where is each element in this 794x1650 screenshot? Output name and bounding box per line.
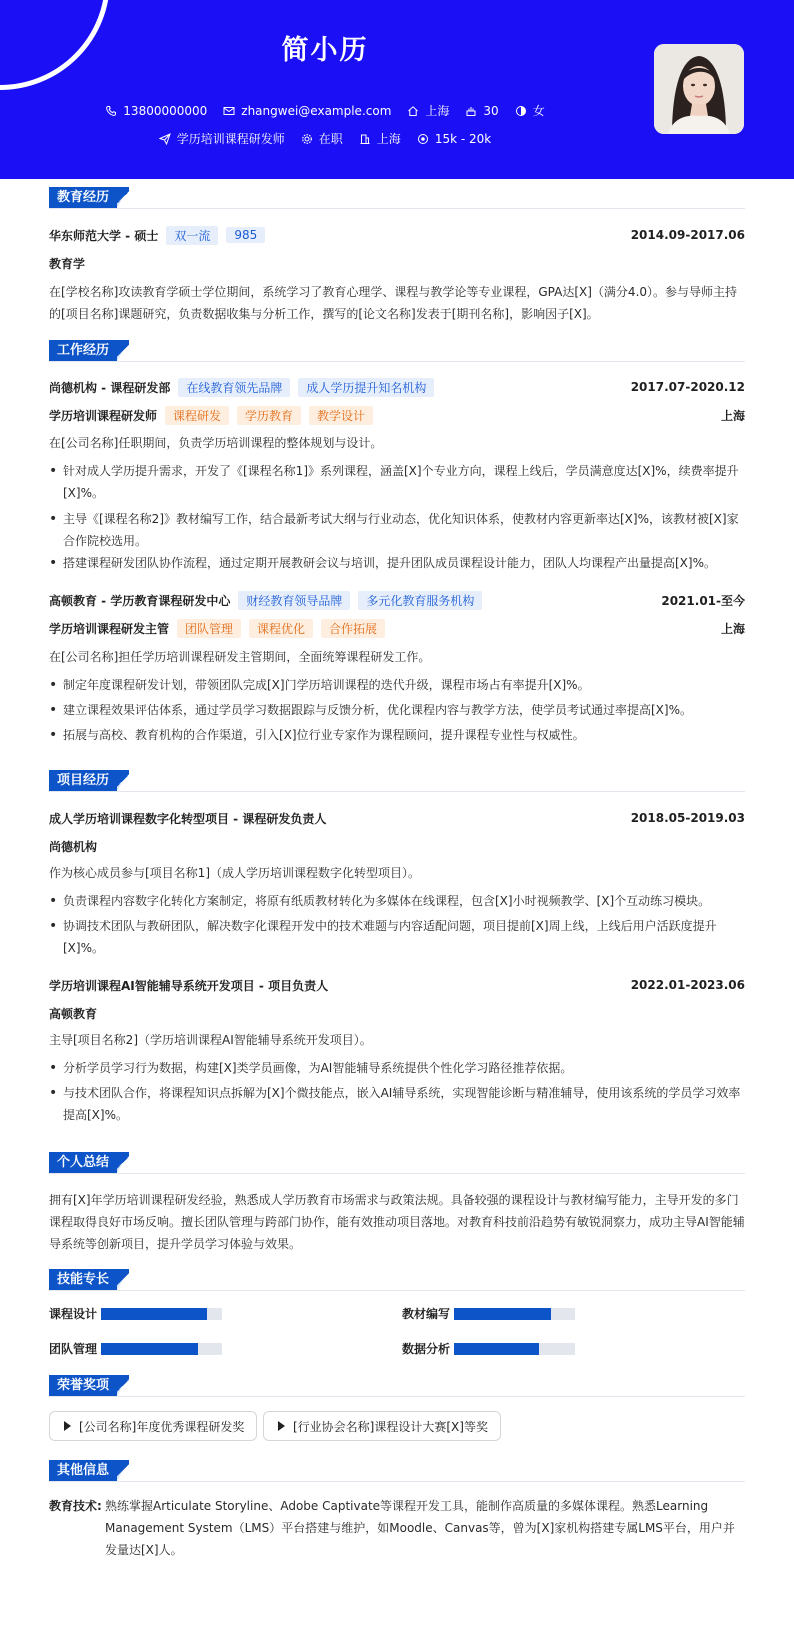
- role-tag: 学历教育: [237, 406, 301, 425]
- play-icon: [278, 1421, 285, 1431]
- education-row: [49, 226, 745, 244]
- target-position-info: [159, 130, 285, 147]
- target-city-info: [359, 130, 401, 147]
- role-tag: 课程优化: [249, 619, 313, 638]
- school-name: 华东师范大学 - 硕士: [49, 228, 159, 243]
- company-name: 高顿教育 - 学历教育课程研发中心: [49, 593, 231, 608]
- skill-name: 数据分析: [402, 1342, 451, 1356]
- resume-header: [0, 0, 794, 179]
- location-text: 上海: [425, 104, 450, 118]
- work-city: 上海: [720, 621, 745, 636]
- location-info: [407, 102, 449, 119]
- avatar: [654, 44, 744, 134]
- target-city-text: 上海: [376, 132, 401, 146]
- skill-bar: [454, 1343, 575, 1355]
- section-title-education: 教育经历: [49, 187, 117, 208]
- skill-bar-fill: [101, 1308, 207, 1320]
- project-title: 学历培训课程AI智能辅导系统开发项目 - 项目负责人: [49, 978, 329, 993]
- work-city: 上海: [720, 408, 745, 423]
- skill-bar: [454, 1308, 575, 1320]
- skill-bar-fill: [101, 1343, 198, 1355]
- skills-section-header: [49, 1269, 745, 1291]
- work-bullet: • 针对成人学历提升需求，开发了《[课程名称1]》系列课程，涵盖[X]个专业方向，课程上线后，学员满意度达[X]%，续费率提升[X]%。: [49, 460, 745, 504]
- company-tag: 多元化教育服务机构: [358, 591, 482, 610]
- work-bullet: • 建立课程效果评估体系，通过学员学习数据跟踪与反馈分析，优化课程内容与教学方法，使学员考试通过率提高[X]%。: [49, 699, 745, 721]
- section-title-skills: 技能专长: [49, 1269, 117, 1290]
- role-title: 学历培训课程研发主管: [49, 621, 170, 636]
- section-title-awards: 荣誉奖项: [49, 1375, 117, 1396]
- cake-icon: [465, 105, 477, 117]
- project-date: 2018.05-2019.03: [630, 811, 745, 825]
- skill-item: [402, 1340, 575, 1357]
- skill-item: [49, 1340, 222, 1357]
- work-company-row: [49, 591, 745, 609]
- project-org: 高顿教育: [49, 1007, 98, 1021]
- company-name: 尚德机构 - 课程研发部: [49, 380, 171, 395]
- phone-info: [105, 102, 207, 119]
- company-tag: 成人学历提升知名机构: [298, 378, 434, 397]
- project-title: 成人学历培训课程数字化转型项目 - 课程研发负责人: [49, 811, 327, 826]
- award-text: [行业协会名称]课程设计大赛[X]等奖: [293, 1419, 488, 1434]
- project-bullet: • 分析学员学习行为数据，构建[X]类学员画像，为AI智能辅导系统提供个性化学习路径推荐依据。: [49, 1057, 745, 1079]
- company-tag: 财经教育领导品牌: [238, 591, 350, 610]
- contact-row: [0, 102, 650, 119]
- project-title-row: [49, 976, 745, 994]
- summary-text: 拥有[X]年学历培训课程研发经验，熟悉成人学历教育市场需求与政策法规。具备较强的课程设计与教材编写能力，主导开发的多门课程取得良好市场反响。擅长团队管理与跨部门协作，能有效推动项目落地。对教育科技前沿趋势有敏锐洞察力，成功主导AI智能辅导系统等创新项目，提升学员学习体验与效果。: [49, 1193, 745, 1251]
- gender-text: 女: [532, 104, 545, 118]
- summary-section-header: [49, 1152, 745, 1174]
- home-icon: [407, 105, 419, 117]
- award-item[interactable]: [263, 1411, 501, 1441]
- other-label: 教育技术:: [49, 1499, 102, 1513]
- other-section-header: [49, 1460, 745, 1482]
- skill-bar-fill: [454, 1343, 539, 1355]
- education-tag: 双一流: [166, 226, 218, 245]
- building-icon: [359, 133, 371, 145]
- other-text: 熟练掌握Articulate Storyline、Adobe Captivate等课程开发工具，能制作高质量的多媒体课程。熟悉Learning Management System（LMS）平台搭建与维护，如Moodle、Canvas等，曾为[X]家机构搭建专属LMS平台，用户并发量达[X]人。: [105, 1499, 735, 1557]
- work-bullet: • 制定年度课程研发计划，带领团队完成[X]门学历培训课程的迭代升级，课程市场占有率提升[X]%。: [49, 674, 745, 696]
- skill-name: 教材编写: [402, 1307, 451, 1321]
- work-bullet: • 拓展与高校、教育机构的合作渠道，引入[X]位行业专家作为课程顾问，提升课程专业性与权威性。: [49, 724, 745, 746]
- work-intro: 在[公司名称]任职期间，负责学历培训课程的整体规划与设计。: [49, 436, 383, 450]
- skill-name: 团队管理: [49, 1342, 98, 1356]
- job-intent-row: [0, 130, 650, 147]
- skill-item: [49, 1305, 222, 1322]
- awards-section-header: [49, 1375, 745, 1397]
- skill-name: 课程设计: [49, 1307, 98, 1321]
- role-tag: 教学设计: [309, 406, 373, 425]
- salary-text: 15k - 20k: [434, 131, 492, 146]
- email-info: [223, 102, 391, 119]
- project-intro: 主导[项目名称2]（学历培训课程AI智能辅导系统开发项目）。: [49, 1033, 372, 1047]
- work-role-row: [49, 619, 745, 637]
- role-tag: 合作拓展: [321, 619, 385, 638]
- section-title-projects: 项目经历: [49, 770, 117, 791]
- education-major: 教育学: [49, 257, 86, 271]
- projects-section-header: [49, 770, 745, 792]
- work-date: 2017.07-2020.12: [630, 380, 745, 394]
- gear-icon: [301, 133, 313, 145]
- project-intro: 作为核心成员参与[项目名称1]（成人学历培训课程数字化转型项目）。: [49, 866, 421, 880]
- work-date: 2021.01-至今: [661, 593, 745, 608]
- role-title: 学历培训课程研发师: [49, 408, 158, 423]
- email-text: zhangwei@example.com: [241, 103, 392, 118]
- section-title-work: 工作经历: [49, 340, 117, 361]
- skill-bar-fill: [454, 1308, 551, 1320]
- salary-info: [417, 130, 491, 147]
- phone-icon: [105, 105, 117, 117]
- project-bullet: • 负责课程内容数字化转化方案制定，将原有纸质教材转化为多媒体在线课程，包含[X]小时视频教学、[X]个互动练习模块。: [49, 890, 745, 912]
- section-title-other: 其他信息: [49, 1460, 117, 1481]
- gender-icon: [515, 105, 527, 117]
- work-bullet: • 主导《[课程名称2]》教材编写工作，结合最新考试大纲与行业动态，优化知识体系，使教材内容更新率达[X]%，该教材被[X]家合作院校选用。: [49, 508, 745, 552]
- skill-bar: [101, 1308, 222, 1320]
- coin-icon: [417, 133, 429, 145]
- work-section-header: [49, 340, 745, 362]
- play-icon: [64, 1421, 71, 1431]
- target-position-text: 学历培训课程研发师: [176, 132, 285, 146]
- age-text: 30: [483, 103, 499, 118]
- project-org: 尚德机构: [49, 840, 98, 854]
- company-tag: 在线教育领先品牌: [178, 378, 290, 397]
- work-intro: 在[公司名称]担任学历培训课程研发主管期间，全面统筹课程研发工作。: [49, 650, 431, 664]
- project-title-row: [49, 809, 745, 827]
- section-title-summary: 个人总结: [49, 1152, 117, 1173]
- skill-item: [402, 1305, 575, 1322]
- age-info: [465, 102, 498, 119]
- education-section-header: [49, 187, 745, 209]
- role-tag: 课程研发: [165, 406, 229, 425]
- portrait-photo: [654, 44, 744, 134]
- candidate-name: 简小历: [281, 35, 369, 66]
- education-date: 2014.09-2017.06: [630, 228, 745, 242]
- work-company-row: [49, 378, 745, 396]
- work-bullet: • 搭建课程研发团队协作流程，通过定期开展教研会议与培训，提升团队成员课程设计能力，团队人均课程产出量提高[X]%。: [49, 552, 745, 574]
- send-icon: [159, 133, 171, 145]
- status-info: [301, 130, 343, 147]
- education-tag: 985: [226, 227, 265, 243]
- award-text: [公司名称]年度优秀课程研发奖: [79, 1419, 245, 1434]
- project-bullet: • 协调技术团队与教研团队，解决数字化课程开发中的技术难题与内容适配问题，项目提前[X]周上线，上线后用户活跃度提升[X]%。: [49, 915, 745, 959]
- mail-icon: [223, 105, 235, 117]
- role-tag: 团队管理: [177, 619, 241, 638]
- phone-text: 13800000000: [123, 103, 208, 118]
- work-role-row: [49, 406, 745, 424]
- gender-info: [515, 102, 545, 119]
- status-text: 在职: [318, 132, 343, 146]
- skill-bar: [101, 1343, 222, 1355]
- education-description: 在[学校名称]攻读教育学硕士学位期间，系统学习了教育心理学、课程与教学论等专业课程，GPA达[X]（满分4.0）。参与导师主持的[项目名称]课题研究，负责数据收集与分析工作，撰写的[论文名称]发表于[期刊名称]，影响因子[X]。: [49, 285, 738, 321]
- project-date: 2022.01-2023.06: [630, 978, 745, 992]
- award-item[interactable]: [49, 1411, 257, 1441]
- project-bullet: • 与技术团队合作，将课程知识点拆解为[X]个微技能点，嵌入AI辅导系统，实现智能诊断与精准辅导，使用该系统的学员学习效率提高[X]%。: [49, 1082, 745, 1126]
